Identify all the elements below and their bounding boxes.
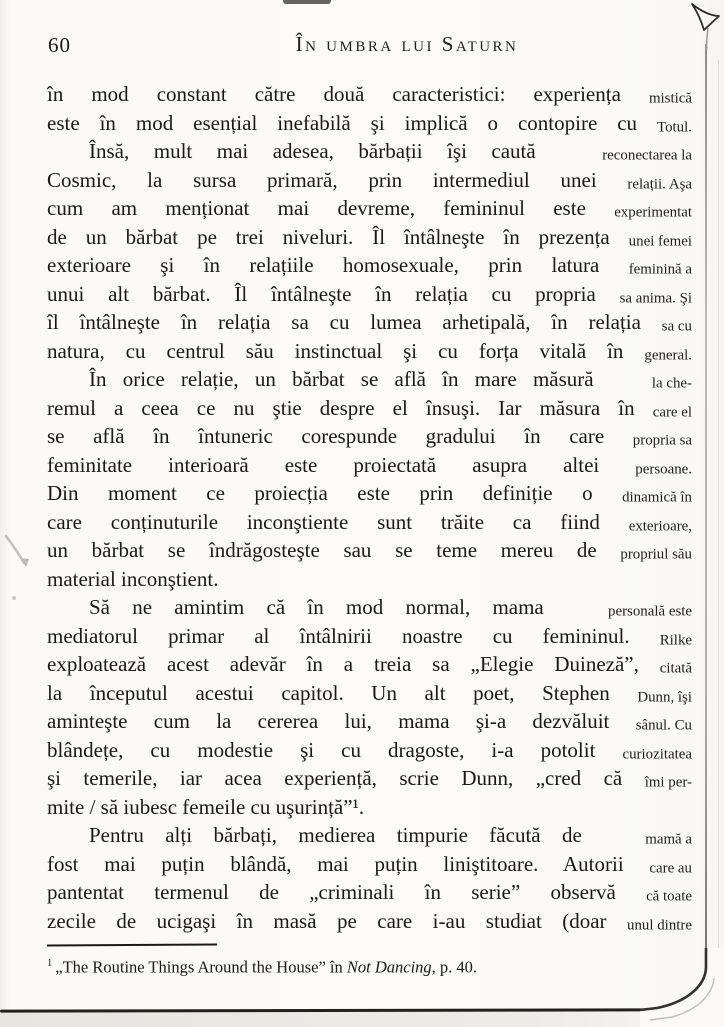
line-main-text: se află în întuneric corespunde gradului în care [47,424,605,448]
line-main-text: îl întâlneşte în relația sa cu lumea arhetipală, în relația [47,310,641,334]
line-main-text: aminteşte cum la cererea lui, mama şi-a dezvăluit [47,709,610,733]
footnote-separator-rule [47,944,217,947]
line-main-text: în mod constant către două caracteristici: experiența [47,82,621,106]
line-tail-text: unei femei [628,233,692,249]
line-tail-text: care au [649,860,692,876]
line-main-text: de un bărbat pe trei niveluri. Îl întâlneşte în prezența [47,224,610,249]
text-line [47,707,692,736]
running-title: În umbra lui Saturn [295,32,519,56]
text-line [47,280,692,309]
text-line [47,308,692,337]
line-tail-text: Dunn, îşi [637,689,692,705]
text-line [47,137,692,166]
footnote-text-after: , p. 40. [431,957,478,977]
text-line [47,736,692,765]
line-main-text: Pentru alți bărbați, medierea timpurie făcută de [89,823,582,847]
line-main-text: În orice relație, un bărbat se află în mare măsură [89,367,594,391]
line-main-text: care conținuturile inconştiente sunt trăite ca fiind [47,509,600,534]
text-line [47,650,692,679]
text-line [47,793,692,822]
text-line [47,764,692,793]
text-line [47,394,692,423]
line-tail-text: propriul său [620,546,692,563]
line-tail-text: care el [652,404,692,420]
text-line [47,565,692,594]
line-main-text: unui alt bărbat. Îl întâlneşte în relația cu propria [47,281,596,306]
line-tail-text: experimentat [614,204,692,221]
pencil-dot-artifact [12,596,16,600]
line-tail-text: îmi per- [644,774,692,791]
text-line [47,251,692,280]
line-main-text: este în mod esențial inefabilă şi implică o contopire cu [47,110,638,135]
page-number: 60 [48,33,71,57]
line-main-text: cum am menționat mai devreme, femininul este [47,196,586,220]
line-tail-text: relații. Aşa [627,176,692,192]
line-tail-text: general. [644,347,692,363]
line-main-text: mediatorul primar al întâlnirii noastre cu femininul. [47,623,630,648]
line-main-text: Cosmic, la sursa primară, prin intermediul unei [47,167,597,192]
page-header [0,32,724,60]
line-tail-text: citată [659,660,692,677]
pencil-check-mark-icon [2,528,36,584]
page-corner-fold-icon [688,2,724,52]
line-tail-text: mistică [648,90,692,107]
line-main-text: exterioare şi în relațiile homosexuale, prin latura [47,253,600,277]
text-line [47,451,692,480]
footnote-text: „The Routine Things Around the House” în [55,957,347,977]
line-tail-text: personală este [608,603,692,620]
line-tail-text: că toate [646,888,692,905]
line-main-text: un bărbat se îndrăgosteşte sau se teme mereu de [47,538,597,562]
text-line [47,223,692,252]
line-main-text: Să ne amintim că în mod normal, mama [89,595,544,619]
line-tail-text: dinamică în [622,489,692,506]
line-main-text: blândețe, cu modestie şi cu dragoste, i-a potolit [47,737,596,762]
text-line [47,907,692,936]
text-line [47,821,692,850]
line-tail-text: curiozitatea [622,746,692,762]
footnote-marker: 1 [47,958,53,969]
line-main-text: zecile de ucigaşi în masă pe care i-au studiat (doar [47,908,607,933]
page-bottom-strip [0,1011,724,1027]
line-main-text: material inconştient. [47,566,219,591]
text-line [47,194,692,223]
line-tail-text: sa anima. Şi [619,290,692,306]
line-main-text: remul a ceea ce nu ştie despre el însuşi. Iar măsura în [47,395,635,420]
line-tail-text: reconectarea la [602,147,692,164]
scan-smudge-artifact [283,0,331,4]
body-text [47,80,692,935]
line-main-text: Însă, mult mai adesea, bărbații îşi caută [89,139,536,163]
text-line [47,536,692,565]
page-edge-line [705,44,707,968]
text-line [47,422,692,451]
line-tail-text: feminină a [628,261,692,278]
text-line [47,365,692,394]
line-main-text: feminitate interioară este proiectată asupra altei [47,452,600,477]
line-tail-text: sa cu [661,318,692,335]
footnote-book-title: Not Dancing [346,957,432,977]
text-line [47,622,692,651]
line-tail-text: sânul. Cu [635,717,692,734]
text-line [47,109,692,138]
page-bottom-curl-icon [640,948,724,1027]
text-line [47,337,692,366]
text-line [47,850,692,879]
line-main-text: mite / să iubesc femeile cu uşurință”¹. [47,794,365,819]
text-line [47,508,692,537]
line-tail-text: propria sa [632,432,692,449]
line-tail-text: la che- [651,375,692,392]
line-tail-text: persoane. [635,461,692,477]
line-main-text: fost mai puțin blândă, mai puțin liniştitoare. Autorii [47,851,624,876]
line-tail-text: Rilke [659,632,692,648]
line-main-text: pantentat termenul de „criminali în serie” observă [47,880,616,904]
line-tail-text: Totul. [657,119,692,135]
text-line [47,479,692,508]
text-line [47,80,692,109]
page-edge-line-faint [718,60,719,960]
footnote [47,952,687,980]
line-main-text: exploatează acest adevăr în a treia sa „Elegie Duineză”, [47,652,639,676]
line-main-text: Din moment ce proiecția este prin definiție o [47,481,593,505]
line-tail-text: unul dintre [627,917,692,933]
line-main-text: şi temerile, iar acea experiență, scrie Dunn, „cred că [47,766,623,790]
text-line [47,878,692,907]
line-main-text: natura, cu centrul său instinctual şi cu forța vitală în [47,338,624,363]
line-tail-text: exterioare, [628,518,692,534]
text-line [47,593,692,622]
line-tail-text: mamă a [645,831,692,848]
line-main-text: la începutul acestui capitol. Un alt poet, Stephen [47,680,610,705]
text-line [47,166,692,195]
text-line [47,679,692,708]
